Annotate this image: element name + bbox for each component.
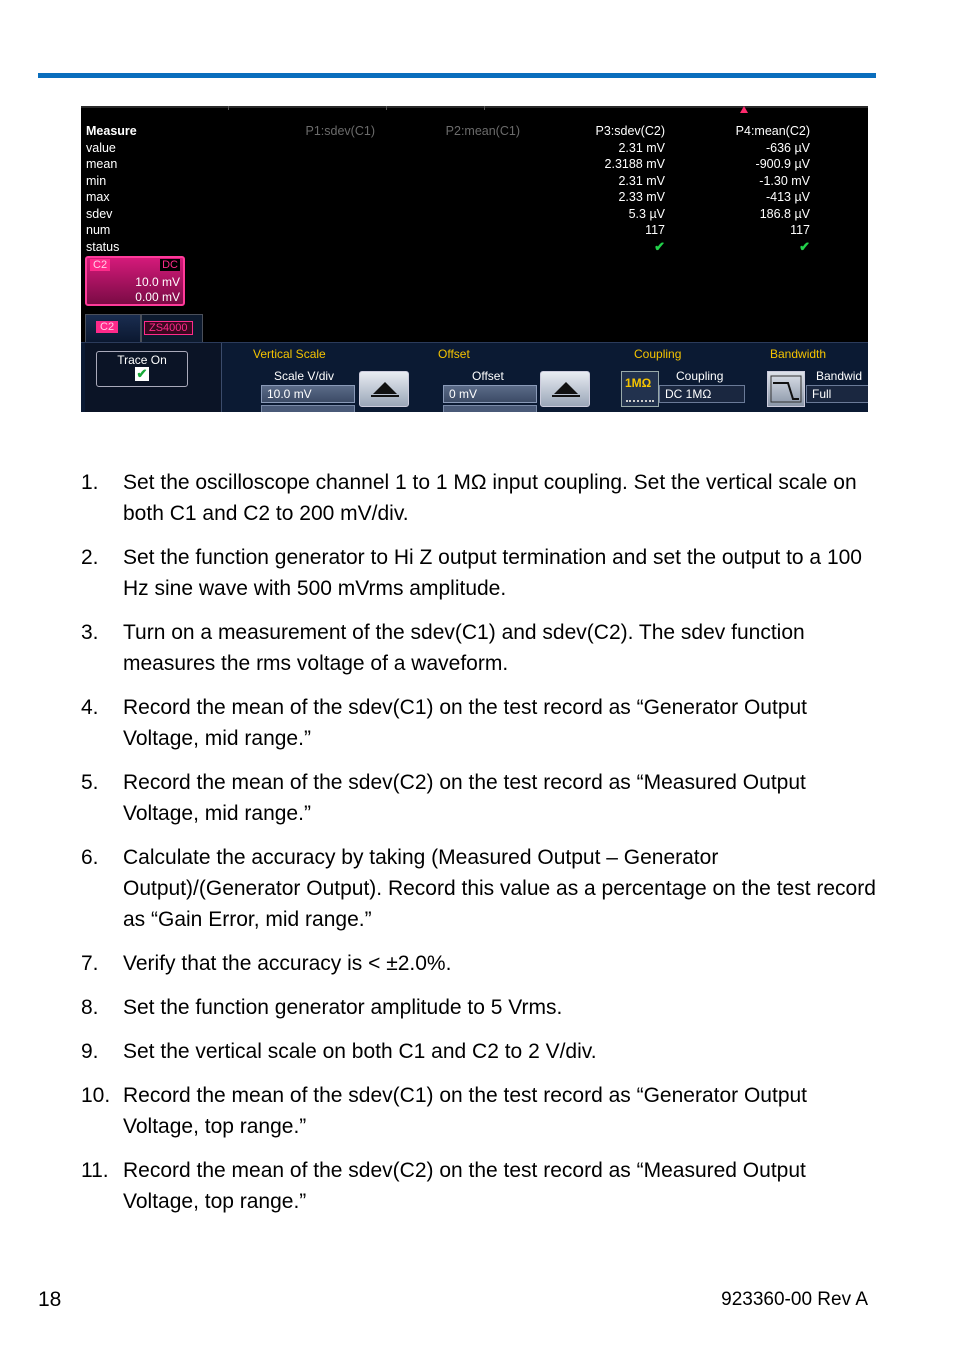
step-number: 6. <box>81 846 99 869</box>
channel-descriptor-badge[interactable] <box>85 256 185 306</box>
grid-tick <box>228 106 229 110</box>
channel-offset: 0.00 mV <box>135 290 180 304</box>
step-number: 11. <box>81 1159 109 1182</box>
list-item <box>81 992 881 1023</box>
list-item <box>81 948 881 979</box>
param-value: 2.31 mV <box>618 140 665 155</box>
step-number: 1. <box>81 471 99 494</box>
header-rule <box>38 73 876 78</box>
param-column-p1[interactable] <box>306 123 375 140</box>
step-text: Record the mean of the sdev(C2) on the test record as “Measured Output Voltage, mid range.” <box>123 771 806 825</box>
list-item <box>81 1036 881 1067</box>
channel-name: C2 <box>90 259 110 271</box>
param-min: -1.30 mV <box>759 173 810 188</box>
vertical-scale-title: Vertical Scale <box>253 347 326 361</box>
step-number: 3. <box>81 621 99 644</box>
step-text: Record the mean of the sdev(C2) on the test record as “Measured Output Voltage, top range.” <box>123 1159 806 1213</box>
list-item <box>81 542 881 604</box>
step-number: 8. <box>81 996 99 1019</box>
tab-c2[interactable] <box>85 314 141 342</box>
grid-top-line <box>81 106 868 108</box>
offset-input[interactable]: 0 mV <box>443 385 537 403</box>
list-item <box>81 1080 881 1142</box>
arrow-up-icon <box>554 382 578 394</box>
param-header: P2:mean(C1) <box>445 124 520 138</box>
coupling-icon-label: 1MΩ <box>625 376 652 390</box>
step-text: Set the function generator to Hi Z output termination and set the output to a 100 Hz sine wave with 500 mVrms amplitude. <box>123 546 862 600</box>
tab-zs4000[interactable] <box>141 314 203 342</box>
procedure-steps <box>81 467 881 1230</box>
tab-label: ZS4000 <box>144 321 193 335</box>
channel-setup-dialog <box>81 342 868 412</box>
param-max: -413 µV <box>765 190 810 204</box>
offset-input-lower <box>443 405 537 412</box>
step-text: Record the mean of the sdev(C1) on the test record as “Generator Output Voltage, top range.” <box>123 1084 808 1138</box>
measure-label: min <box>86 173 107 188</box>
measure-label: mean <box>86 157 118 171</box>
grid-tick <box>484 106 485 110</box>
measure-label: value <box>86 140 116 155</box>
trace-on-checkbox[interactable] <box>96 351 188 387</box>
list-item <box>81 1155 881 1217</box>
measure-label: max <box>86 190 110 204</box>
step-number: 2. <box>81 546 99 569</box>
param-mean: 2.3188 mV <box>604 157 665 171</box>
trigger-marker-icon <box>740 106 748 113</box>
dialog-left-panel <box>85 343 222 412</box>
param-header: P1:sdev(C1) <box>305 124 375 138</box>
step-number: 10. <box>81 1084 111 1107</box>
param-num: 117 <box>645 223 665 237</box>
offset-title: Offset <box>438 347 470 361</box>
status-check-icon: ✔ <box>654 238 665 254</box>
step-number: 4. <box>81 696 99 719</box>
scale-input[interactable]: 10.0 mV <box>261 385 355 403</box>
step-number: 7. <box>81 952 99 975</box>
tab-label: C2 <box>96 321 118 333</box>
param-header: P3:sdev(C2) <box>595 124 665 138</box>
param-column-p3[interactable] <box>596 123 665 255</box>
channel-scale: 10.0 mV <box>135 275 180 289</box>
step-text: Set the vertical scale on both C1 and C2 to 2 V/div. <box>123 1040 597 1063</box>
grid-tick <box>386 106 387 110</box>
step-text: Record the mean of the sdev(C1) on the test record as “Generator Output Voltage, mid range.” <box>123 696 808 750</box>
step-text: Turn on a measurement of the sdev(C1) and sdev(C2). The sdev function measures the rms voltage of a waveform. <box>123 621 805 675</box>
scale-label: Scale V/div <box>274 369 335 383</box>
param-column-p2[interactable] <box>446 123 520 140</box>
list-item <box>81 767 881 829</box>
step-number: 5. <box>81 771 99 794</box>
channel-coupling: DC <box>162 259 178 271</box>
measure-labels <box>86 123 137 255</box>
arrow-up-icon <box>373 382 397 394</box>
bandwidth-filter-icon[interactable] <box>767 371 805 407</box>
list-item <box>81 467 881 529</box>
offset-label: Offset <box>472 369 504 383</box>
param-column-p4[interactable] <box>736 123 810 255</box>
scale-up-button[interactable] <box>359 371 409 407</box>
document-revision: 923360-00 Rev A <box>721 1289 868 1310</box>
checkmark-icon: ✔ <box>136 366 148 381</box>
list-item <box>81 617 881 679</box>
param-header: P4:mean(C2) <box>735 124 810 138</box>
param-mean: -900.9 µV <box>755 157 810 171</box>
param-num: 117 <box>790 223 810 237</box>
step-text: Set the function generator amplitude to 5 Vrms. <box>123 996 563 1019</box>
param-sdev: 186.8 µV <box>759 206 810 221</box>
coupling-select[interactable]: DC 1MΩ <box>659 385 745 403</box>
coupling-1mohm-icon[interactable] <box>621 371 659 407</box>
step-number: 9. <box>81 1040 99 1063</box>
measure-label: Measure <box>86 124 137 138</box>
bandwidth-title: Bandwidth <box>770 347 827 361</box>
scale-input-lower <box>261 405 355 412</box>
param-value: -636 µV <box>765 140 810 155</box>
list-item <box>81 692 881 754</box>
bandwidth-label: Bandwid <box>816 369 863 383</box>
step-text: Calculate the accuracy by taking (Measured Output – Generator Output)/(Generator Output). Record this value as a percentage on the test record as “Gain Error, mid range.” <box>123 846 876 931</box>
list-item <box>81 842 881 935</box>
param-max: 2.33 mV <box>618 190 665 204</box>
offset-up-button[interactable] <box>540 371 590 407</box>
measure-label: status <box>86 239 120 254</box>
page-number: 18 <box>38 1288 62 1311</box>
trace-on-label: Trace On <box>117 353 167 367</box>
step-text: Set the oscilloscope channel 1 to 1 MΩ input coupling. Set the vertical scale on both C1 and C2 to 200 mV/div. <box>123 471 857 525</box>
param-sdev: 5.3 µV <box>628 206 665 221</box>
bandwidth-select[interactable]: Full <box>806 385 868 403</box>
measure-label: num <box>86 223 111 237</box>
oscilloscope-screenshot <box>81 106 868 412</box>
status-check-icon: ✔ <box>799 238 810 254</box>
coupling-title: Coupling <box>634 347 682 361</box>
param-min: 2.31 mV <box>618 173 665 188</box>
step-text: Verify that the accuracy is < ±2.0%. <box>123 952 452 975</box>
coupling-label: Coupling <box>676 369 724 383</box>
measure-label: sdev <box>86 206 113 221</box>
